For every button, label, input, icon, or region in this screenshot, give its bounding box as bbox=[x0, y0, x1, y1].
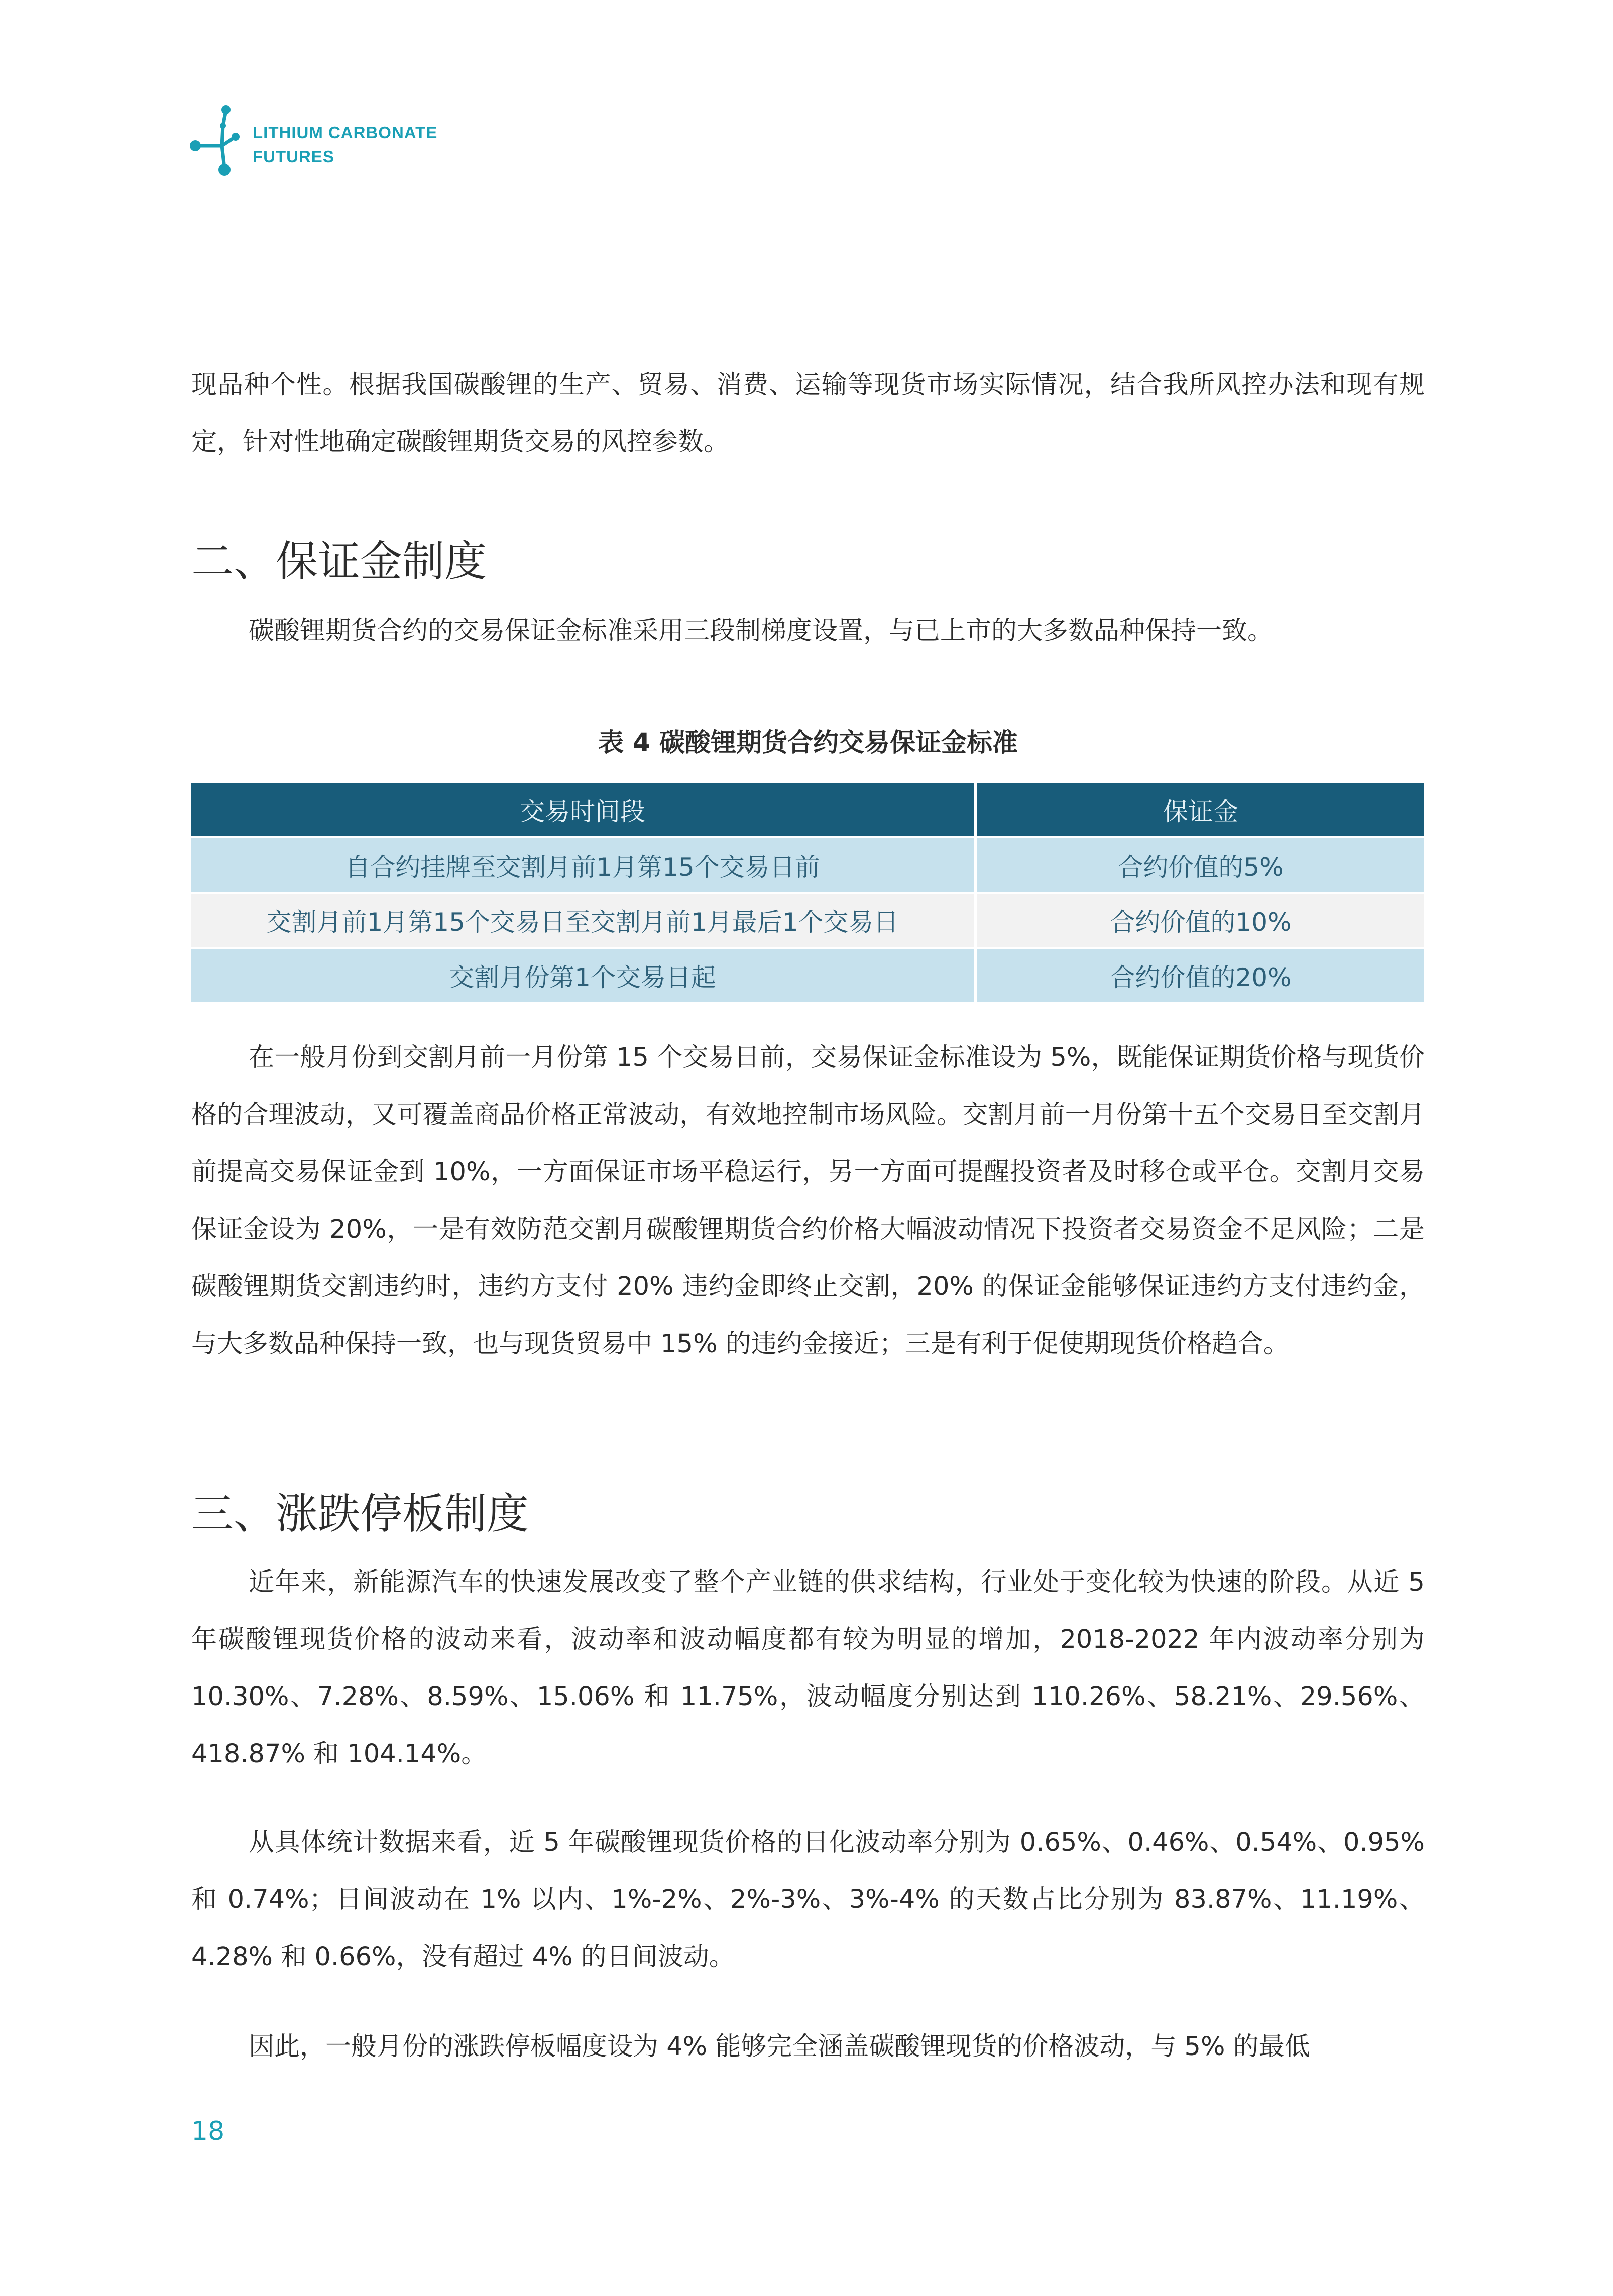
table-cell: 交割月前1月第15个交易日至交割月前1月最后1个交易日 bbox=[191, 893, 976, 948]
section2-lead: 碳酸锂期货合约的交易保证金标准采用三段制梯度设置，与已上市的大多数品种保持一致。 bbox=[249, 616, 1274, 646]
table-cell: 合约价值的10% bbox=[976, 893, 1424, 948]
brand-text bbox=[253, 120, 437, 169]
intro-paragraph: 现品种个性。根据我国碳酸锂的生产、贸易、消费、运输等现货市场实际情况，结合我所风控办法和现有规定，针对性地确定碳酸锂期货交易的风控参数。 bbox=[191, 370, 1425, 457]
table-cell: 合约价值的5% bbox=[976, 837, 1424, 893]
table-header-cell: 保证金 bbox=[976, 783, 1424, 837]
table-cell: 自合约挂牌至交割月前1月第15个交易日前 bbox=[191, 837, 976, 893]
section-heading-margin: 二、保证金制度 bbox=[191, 537, 487, 586]
table-row bbox=[191, 893, 1424, 948]
page-number: 18 bbox=[191, 2116, 225, 2146]
table-header-row bbox=[191, 783, 1424, 837]
section3-paragraph-2: 从具体统计数据来看，近 5 年碳酸锂现货价格的日化波动率分别为 0.65%、0.46%、0.54%、0.95% 和 0.74%；日间波动在 1% 以内、1%-2%、2%-3%、3%-4% 的天数占比分别为 83.87%、11.19%、4.28% 和 0.66%，没有超过 4% 的日间波动。 bbox=[191, 1828, 1425, 1972]
table-caption: 表 4 碳酸锂期货合约交易保证金标准 bbox=[598, 728, 1018, 758]
brand-line-2: FUTURES bbox=[253, 147, 334, 166]
table-cell: 合约价值的20% bbox=[976, 948, 1424, 1003]
table-cell: 交割月份第1个交易日起 bbox=[191, 948, 976, 1003]
section2-body: 在一般月份到交割月前一月份第 15 个交易日前，交易保证金标准设为 5%，既能保证期货价格与现货价格的合理波动，又可覆盖商品价格正常波动，有效地控制市场风险。交割月前一月份第十五个交易日至交割月前提高交易保证金到 10%，一方面保证市场平稳运行，另一方面可提醒投资者及时移仓或平仓。交割月交易保证金设为 20%，一是有效防范交割月碳酸锂期货合约价格大幅波动情况下投资者交易资金不足风险；二是碳酸锂期货交割违约时，违约方支付 20% 违约金即终止交割，20% 的保证金能够保证违约方支付违约金，与大多数品种保持一致，也与现货贸易中 15% 的违约金接近；三是有利于促使期现货价格趋合。 bbox=[191, 1043, 1425, 1359]
brand-line-1: LITHIUM CARBONATE bbox=[253, 123, 438, 142]
section-heading-price-limit: 三、涨跌停板制度 bbox=[191, 1489, 529, 1538]
section3-paragraph-1: 近年来，新能源汽车的快速发展改变了整个产业链的供求结构，行业处于变化较为快速的阶段。从近 5 年碳酸锂现货价格的波动来看，波动率和波动幅度都有较为明显的增加，2018-2022 年内波动率分别为 10.30%、7.28%、8.59%、15.06% 和 11.75%，波动幅度分别达到 110.26%、58.21%、29.56%、418.87% 和 104.14%。 bbox=[191, 1567, 1425, 1769]
margin-table bbox=[191, 783, 1424, 1004]
molecule-icon bbox=[187, 103, 242, 189]
table-row bbox=[191, 837, 1424, 893]
section3-paragraph-3: 因此，一般月份的涨跌停板幅度设为 4% 能够完全涵盖碳酸锂现货的价格波动，与 5% 的最低 bbox=[249, 2032, 1310, 2062]
table-header-cell: 交易时间段 bbox=[191, 783, 976, 837]
table-row bbox=[191, 948, 1424, 1003]
